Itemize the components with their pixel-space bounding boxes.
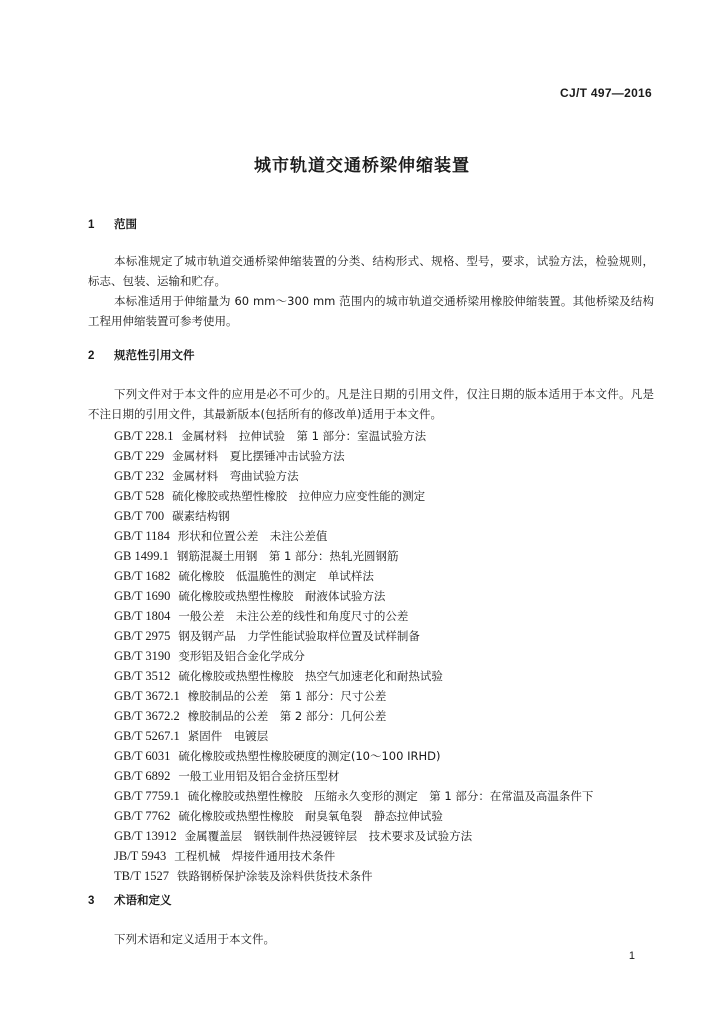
reference-code: GB/T 7762	[114, 809, 171, 823]
reference-code: GB/T 6892	[114, 769, 171, 783]
reference-item	[114, 566, 674, 586]
reference-item	[114, 506, 674, 526]
reference-item	[114, 806, 674, 826]
section-1-heading	[88, 216, 137, 232]
reference-title: 金属材料 夏比摆锤冲击试验方法	[172, 449, 345, 463]
reference-code: GB/T 1184	[114, 529, 170, 543]
reference-code: GB/T 3672.1	[114, 689, 180, 703]
reference-title: 硫化橡胶或热塑性橡胶硬度的测定(10～100 IRHD)	[178, 749, 441, 763]
reference-item	[114, 486, 674, 506]
reference-code: GB/T 1682	[114, 569, 171, 583]
reference-code: GB/T 3512	[114, 669, 171, 683]
reference-item	[114, 626, 674, 646]
reference-title: 钢及钢产品 力学性能试验取样位置及试样制备	[178, 629, 420, 643]
reference-code: GB/T 2975	[114, 629, 171, 643]
reference-item	[114, 766, 674, 786]
reference-code: GB/T 6031	[114, 749, 171, 763]
section-3-heading	[88, 892, 172, 908]
reference-title: 硫化橡胶 低温脆性的测定 单试样法	[178, 569, 374, 583]
section-3-number: 3	[88, 895, 95, 907]
reference-code: GB/T 229	[114, 449, 165, 463]
section-1-title: 范围	[114, 217, 138, 231]
reference-item	[114, 466, 674, 486]
reference-item	[114, 786, 674, 806]
reference-item	[114, 866, 674, 886]
section-2-heading	[88, 347, 195, 363]
section-3-paragraph-1: 下列术语和定义适用于本文件。	[114, 932, 275, 946]
reference-code: TB/T 1527	[114, 869, 169, 883]
reference-title: 橡胶制品的公差 第 2 部分：几何公差	[187, 709, 387, 723]
normative-references-list	[114, 426, 674, 886]
reference-title: 工程机械 焊接件通用技术条件	[174, 849, 336, 863]
reference-item	[114, 526, 674, 546]
reference-title: 形状和位置公差 未注公差值	[177, 529, 328, 543]
reference-code: GB/T 1804	[114, 609, 171, 623]
reference-code: GB/T 3190	[114, 649, 171, 663]
reference-item	[114, 586, 674, 606]
reference-title: 硫化橡胶或热塑性橡胶 耐臭氧龟裂 静态拉伸试验	[178, 809, 443, 823]
reference-title: 硫化橡胶或热塑性橡胶 拉伸应力应变性能的测定	[172, 489, 426, 503]
section-1-paragraph-1: 本标准规定了城市轨道交通桥梁伸缩装置的分类、结构形式、规格、型号，要求，试验方法，检验规则，标志、包装、运输和贮存。	[88, 254, 654, 288]
reference-title: 紧固件 电镀层	[187, 729, 269, 743]
reference-code: GB/T 228.1	[114, 429, 174, 443]
page-number: 1	[628, 950, 635, 962]
reference-title: 金属覆盖层 钢铁制件热浸镀锌层 技术要求及试验方法	[184, 829, 473, 843]
reference-code: GB/T 528	[114, 489, 165, 503]
section-1-paragraph-2: 本标准适用于伸缩量为 60 mm～300 mm 范围内的城市轨道交通桥梁用橡胶伸缩装置。其他桥梁及结构工程用伸缩装置可参考使用。	[88, 294, 654, 328]
reference-code: GB/T 5267.1	[114, 729, 180, 743]
reference-title: 一般公差 未注公差的线性和角度尺寸的公差	[178, 609, 409, 623]
section-3-title: 术语和定义	[114, 893, 172, 907]
reference-code: GB/T 232	[114, 469, 165, 483]
reference-item	[114, 846, 674, 866]
reference-title: 橡胶制品的公差 第 1 部分：尺寸公差	[187, 689, 387, 703]
reference-code: GB/T 7759.1	[114, 789, 180, 803]
standard-code: CJ/T 497—2016	[560, 86, 652, 100]
section-1-number: 1	[88, 219, 95, 231]
reference-title: 变形铝及铝合金化学成分	[178, 649, 305, 663]
reference-item	[114, 726, 674, 746]
section-2-paragraph-1: 下列文件对于本文件的应用是必不可少的。凡是注日期的引用文件，仅注日期的版本适用于本文件。凡是不注日期的引用文件，其最新版本(包括所有的修改单)适用于本文件。	[88, 387, 654, 421]
reference-title: 硫化橡胶或热塑性橡胶 压缩永久变形的测定 第 1 部分：在常温及高温条件下	[187, 789, 594, 803]
reference-code: JB/T 5943	[114, 849, 167, 863]
reference-title: 钢筋混凝土用钢 第 1 部分：热轧光圆钢筋	[176, 549, 399, 563]
reference-item	[114, 606, 674, 626]
reference-item	[114, 686, 674, 706]
reference-item	[114, 746, 674, 766]
reference-item	[114, 546, 674, 566]
reference-item	[114, 426, 674, 446]
reference-item	[114, 446, 674, 466]
reference-code: GB/T 3672.2	[114, 709, 180, 723]
reference-title: 铁路钢桥保护涂装及涂料供货技术条件	[176, 869, 373, 883]
reference-item	[114, 826, 674, 846]
reference-code: GB/T 700	[114, 509, 165, 523]
reference-code: GB/T 1690	[114, 589, 171, 603]
reference-title: 一般工业用铝及铝合金挤压型材	[178, 769, 340, 783]
reference-item	[114, 666, 674, 686]
reference-code: GB/T 13912	[114, 829, 177, 843]
reference-code: GB 1499.1	[114, 549, 169, 563]
reference-title: 硫化橡胶或热塑性橡胶 热空气加速老化和耐热试验	[178, 669, 443, 683]
reference-title: 金属材料 拉伸试验 第 1 部分：室温试验方法	[181, 429, 427, 443]
document-title: 城市轨道交通桥梁伸缩装置	[254, 156, 470, 176]
reference-title: 硫化橡胶或热塑性橡胶 耐液体试验方法	[178, 589, 386, 603]
reference-title: 碳素结构钢	[172, 509, 230, 523]
section-2-number: 2	[88, 350, 95, 362]
section-2-title: 规范性引用文件	[114, 348, 195, 362]
reference-item	[114, 706, 674, 726]
reference-title: 金属材料 弯曲试验方法	[172, 469, 299, 483]
reference-item	[114, 646, 674, 666]
